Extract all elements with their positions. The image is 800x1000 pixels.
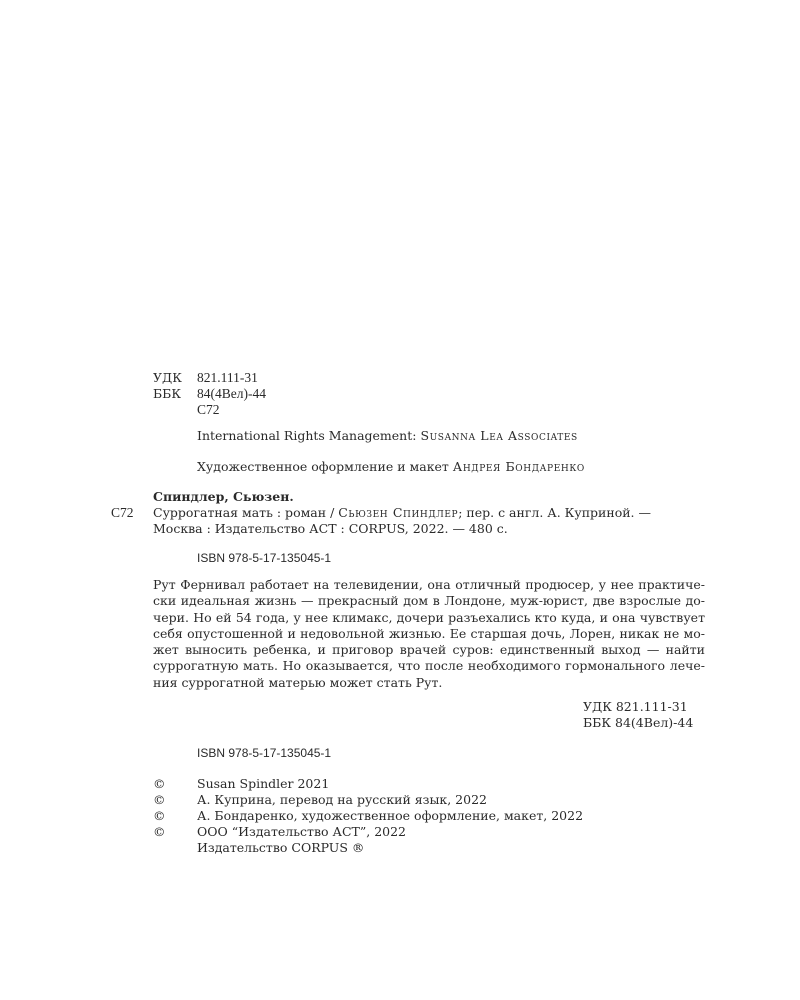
bib-author: Сьюзен Спиндлер	[338, 505, 459, 520]
margin-mark: С72	[111, 505, 134, 520]
bbk-label: ББК	[153, 386, 182, 401]
rights-agency: Susanna Lea Associates	[420, 428, 578, 443]
bib-title: Суррогатная мать : роман /	[153, 505, 339, 520]
copyright-symbol: ©	[153, 792, 166, 807]
annotation-line: себя опустошенной и недовольной жизнью. Ее старшая дочь, Лорен, никак не мо-	[153, 625, 705, 641]
udk-bottom: УДК 821.111-31	[583, 699, 688, 714]
annotation-line: ния суррогатной матерью может стать Рут.	[153, 674, 443, 690]
annotation-line: суррогатную мать. Но оказывается, что после необходимого гормонального лече-	[153, 658, 705, 674]
copyright-item: ООО “Издательство АСТ”, 2022	[197, 824, 407, 839]
udk-label: УДК	[153, 370, 182, 385]
copyright-symbol: ©	[153, 824, 166, 839]
annotation-line: Рут Фернивал работает на телевидении, она отличный продюсер, у нее практиче-	[153, 577, 705, 592]
udk-value: 821.111-31	[197, 370, 258, 385]
copyright-symbol: ©	[153, 776, 166, 791]
annotation-line: чери. Но ей 54 года, у нее климакс, дочери разъехались кто куда, и она чувствует	[153, 609, 705, 625]
design-credit-designer: Андрея Бондаренко	[452, 459, 585, 474]
bbk-value: 84(4Вел)-44	[197, 386, 266, 401]
author-heading: Спиндлер, Сьюзен.	[153, 489, 294, 504]
bib-translator: ; пер. с англ. А. Куприной. —	[458, 505, 652, 520]
copyright-item: А. Куприна, перевод на русский язык, 2022	[197, 792, 487, 807]
copyright-imprint: Издательство CORPUS ®	[197, 840, 365, 855]
bib-line-2: Москва : Издательство АСТ : CORPUS, 2022. — 480 с.	[153, 521, 508, 536]
isbn-top: ISBN 978-5-17-135045-1	[197, 551, 332, 565]
rights-prefix: International Rights Management:	[197, 428, 421, 443]
annotation-line: ски идеальная жизнь — прекрасный дом в Лондоне, муж-юрист, две взрослые до-	[153, 593, 705, 609]
rights-line	[197, 428, 578, 444]
author-mark: С72	[197, 402, 220, 417]
design-credit-prefix: Художественное оформление и макет	[197, 459, 453, 474]
design-credit-line	[197, 459, 585, 475]
copyright-item: Susan Spindler 2021	[197, 776, 330, 791]
copyright-symbol: ©	[153, 808, 166, 823]
bbk-bottom: ББК 84(4Вел)-44	[583, 715, 694, 730]
copyright-item: А. Бондаренко, художественное оформление, макет, 2022	[197, 808, 584, 823]
bib-line-1	[153, 505, 651, 521]
annotation-line: жет выносить ребенка, и приговор врачей суров: единственный выход — найти	[153, 642, 705, 658]
annotation	[153, 577, 705, 691]
isbn-bottom: ISBN 978-5-17-135045-1	[197, 746, 332, 760]
